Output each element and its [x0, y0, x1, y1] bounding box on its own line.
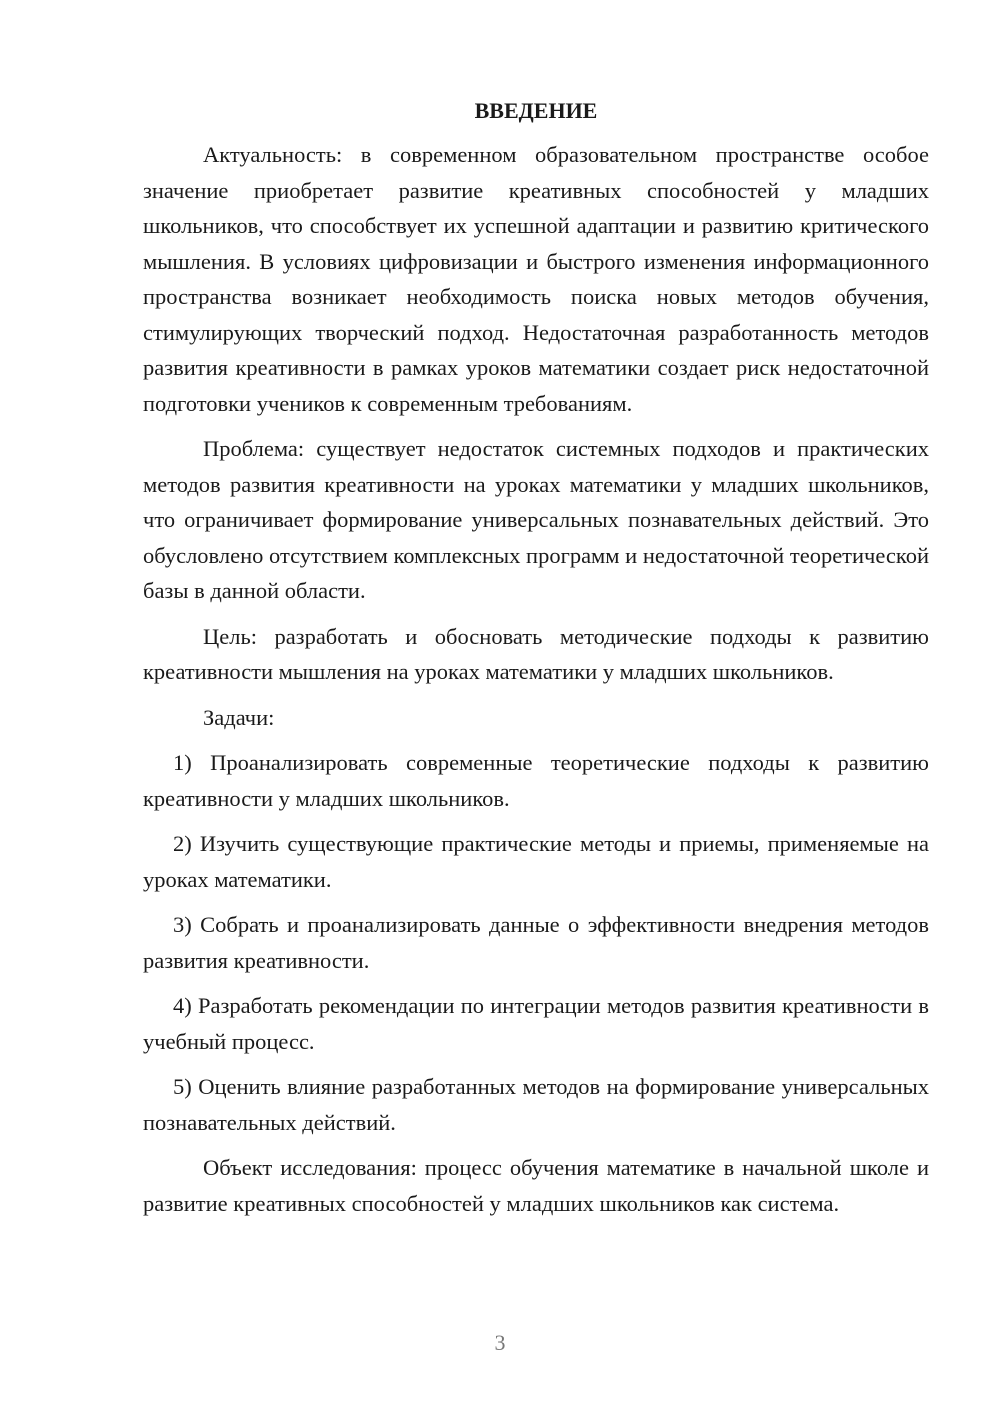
task-item-2: 2) Изучить существующие практические методы и приемы, применяемые на уроках математики.: [143, 831, 929, 892]
page-number: 3: [494, 1330, 506, 1355]
paragraph-relevance: Актуальность: в современном образовательном пространстве особое значение приобретает развитие креативных способностей у младших школьников, что способствует их успешной адаптации и развитию критического мышления. В условиях цифровизации и быстрого изменения информационного пространства возникает необходимость поиска новых методов обучения, стимулирующих творческий подход. Недостаточная разработанность методов развития креативности в рамках уроков математики создает риск недостаточной подготовки учеников к современным требованиям.: [143, 142, 929, 416]
task-item-5: 5) Оценить влияние разработанных методов на формирование универсальных познавательных действий.: [143, 1074, 929, 1135]
tasks-heading: Задачи:: [203, 704, 275, 730]
document-page: [143, 93, 929, 1221]
paragraph-object: Объект исследования: процесс обучения математике в начальной школе и развитие креативных способностей у младших школьников как система.: [143, 1155, 929, 1216]
page-title: ВВЕДЕНИЕ: [474, 98, 598, 123]
paragraph-problem: Проблема: существует недостаток системных подходов и практических методов развития креативности на уроках математики у младших школьников, что ограничивает формирование универсальных познавательных действий. Это обусловлено отсутствием комплексных программ и недостаточной теоретической базы в данной области.: [143, 436, 929, 603]
task-item-4: 4) Разработать рекомендации по интеграции методов развития креативности в учебный процесс.: [143, 993, 929, 1054]
paragraph-goal: Цель: разработать и обосновать методические подходы к развитию креативности мышления на уроках математики у младших школьников.: [143, 623, 929, 684]
task-item-3: 3) Собрать и проанализировать данные о эффективности внедрения методов развития креативности.: [143, 912, 929, 973]
task-item-1: 1) Проанализировать современные теоретические подходы к развитию креативности у младших школьников.: [143, 750, 929, 811]
